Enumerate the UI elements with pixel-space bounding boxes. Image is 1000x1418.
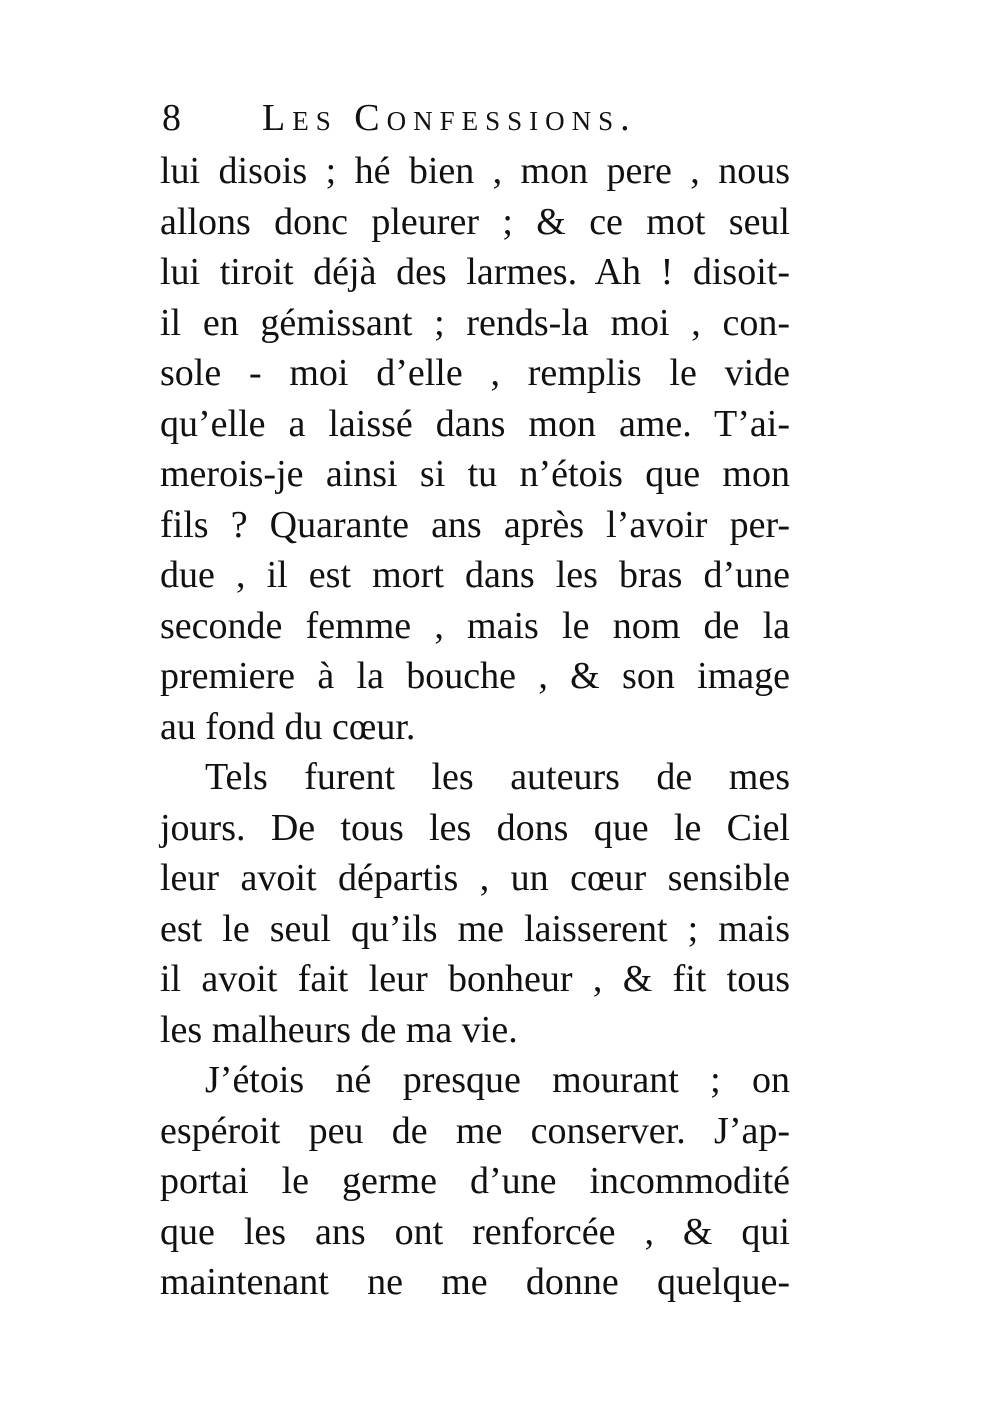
text-line: il avoit fait leur bonheur , & fit tous bbox=[160, 958, 790, 1000]
text-line: il en gémissant ; rends-la moi , con- bbox=[160, 301, 790, 344]
page-header bbox=[162, 92, 722, 144]
paragraph-3 bbox=[160, 1055, 790, 1308]
text-line: qu’elle a laissé dans mon ame. T’ai- bbox=[160, 402, 790, 445]
page-number: 8 bbox=[162, 97, 181, 139]
text-line: les malheurs de ma vie. bbox=[160, 1008, 518, 1051]
running-title: Les Confessions. bbox=[262, 97, 637, 139]
text-line: lui tiroit déjà des larmes. Ah ! disoit- bbox=[160, 251, 790, 293]
text-line: au fond du cœur. bbox=[160, 705, 416, 748]
text-line: Tels furent les auteurs de mes bbox=[205, 756, 790, 798]
text-line: leur avoit départis , un cœur sensible bbox=[160, 857, 790, 899]
text-line: lui disois ; hé bien , mon pere , nous bbox=[160, 150, 790, 192]
text-line: maintenant ne me donne quelque- bbox=[160, 1261, 790, 1303]
text-line: que les ans ont renforcée , & qui bbox=[160, 1210, 790, 1253]
text-line: fils ? Quarante ans après l’avoir per- bbox=[160, 503, 790, 546]
text-line: espéroit peu de me conserver. J’ap- bbox=[160, 1109, 790, 1152]
text-line: sole - moi d’elle , remplis le vide bbox=[160, 352, 790, 394]
text-line: allons donc pleurer ; & ce mot seul bbox=[160, 200, 790, 243]
text-line: merois-je ainsi si tu n’étois que mon bbox=[160, 453, 790, 495]
text-line: portai le germe d’une incommodité bbox=[160, 1160, 790, 1202]
text-line: due , il est mort dans les bras d’une bbox=[160, 554, 790, 596]
text-line: jours. De tous les dons que le Ciel bbox=[160, 806, 790, 849]
text-line: est le seul qu’ils me laisserent ; mais bbox=[160, 907, 790, 950]
paragraph-2 bbox=[160, 752, 790, 1055]
text-line: seconde femme , mais le nom de la bbox=[160, 604, 790, 647]
body-text bbox=[160, 146, 790, 1308]
paragraph-1 bbox=[160, 146, 790, 752]
text-line: J’étois né presque mourant ; on bbox=[205, 1059, 790, 1101]
text-line: premiere à la bouche , & son image bbox=[160, 655, 790, 697]
